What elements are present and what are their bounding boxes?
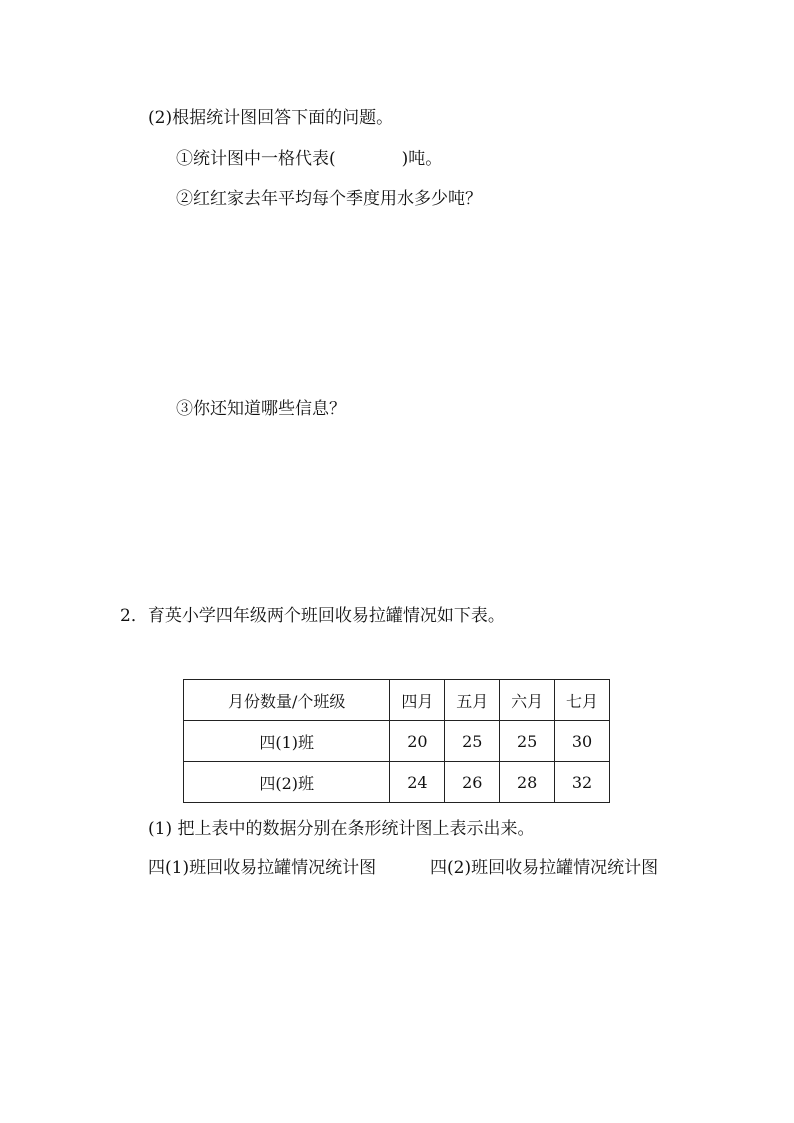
table-header-label: 月份数量/个班级 bbox=[184, 680, 390, 721]
table-row-class: 四(2)班 bbox=[184, 762, 390, 803]
table-header-row bbox=[184, 680, 610, 721]
table-cell: 32 bbox=[555, 762, 610, 803]
instruction-1: (1) 把上表中的数据分别在条形统计图上表示出来。 bbox=[148, 819, 535, 839]
question-1-text-before: ①统计图中一格代表( bbox=[176, 149, 336, 169]
part2-heading: (2)根据统计图回答下面的问题。 bbox=[148, 108, 394, 128]
table-cell: 25 bbox=[500, 721, 555, 762]
table-header-month: 四月 bbox=[390, 680, 445, 721]
table-row bbox=[184, 762, 610, 803]
table-row-class: 四(1)班 bbox=[184, 721, 390, 762]
table-cell: 25 bbox=[445, 721, 500, 762]
recycling-table bbox=[183, 679, 610, 803]
question-2: ②红红家去年平均每个季度用水多少吨？ bbox=[176, 189, 482, 209]
table-cell: 28 bbox=[500, 762, 555, 803]
table-cell: 26 bbox=[445, 762, 500, 803]
question-1 bbox=[176, 148, 442, 170]
chart-title-class-2: 四(2)班回收易拉罐情况统计图 bbox=[430, 858, 659, 878]
question-1-text-after: )吨。 bbox=[401, 149, 443, 169]
table-cell: 24 bbox=[390, 762, 445, 803]
table-header-month: 六月 bbox=[500, 680, 555, 721]
table-header-month: 七月 bbox=[555, 680, 610, 721]
table-cell: 20 bbox=[390, 721, 445, 762]
table-cell: 30 bbox=[555, 721, 610, 762]
problem-2-title: 2．育英小学四年级两个班回收易拉罐情况如下表。 bbox=[120, 606, 505, 626]
table-row bbox=[184, 721, 610, 762]
question-3: ③你还知道哪些信息？ bbox=[176, 399, 346, 419]
chart-title-class-1: 四(1)班回收易拉罐情况统计图 bbox=[148, 858, 377, 878]
table-header-month: 五月 bbox=[445, 680, 500, 721]
